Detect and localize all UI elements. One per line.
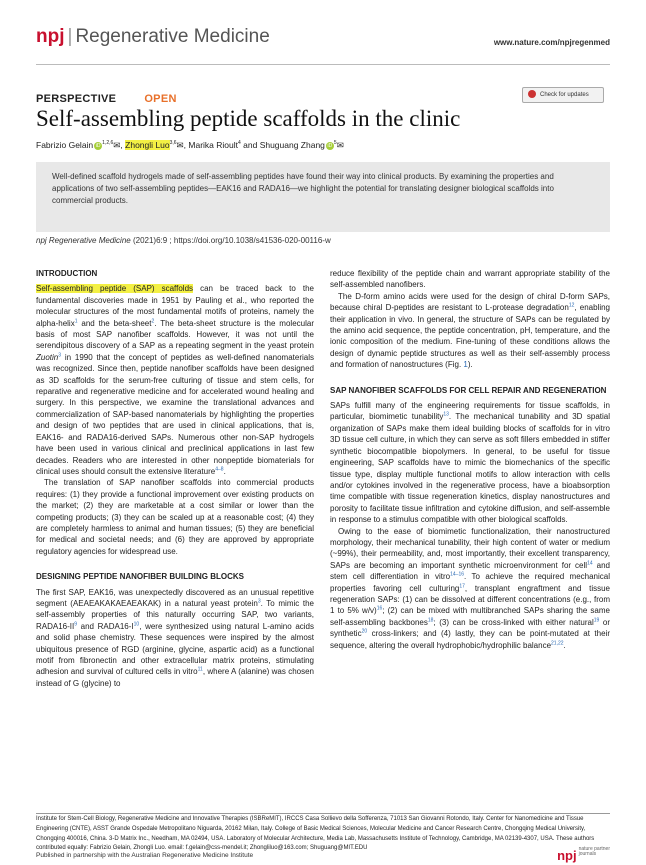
highlighted-term: Self-assembling peptide (SAP) scaffolds <box>36 284 194 294</box>
paragraph: The first SAP, EAK16, was unexpectedly discovered as an unusual repetitive segment (AEAEAKAKAEAEAKAK) in a natural yeast protein$^3$. To mimic the self-assembly properties of this naturally occurring SAP, two variants, $RADA16-II^9$ and $RADA16-I^{10}$, were synthesized using natural L-amino acids and solid phase chemistry. These sequences were inspired by the almost ubiquitous presence of RGD (arginine, glycine, aspartic acid) as a functional motif from fibronectin and other extracellular matrix proteins, stimulating adhesion and survival of cultured cells in vitro$^{11}$, where A (alanine) was chosen instead of G (glycine) to <box>36 587 314 688</box>
update-icon <box>528 90 536 98</box>
reference-link[interactable]: 17 <box>459 582 465 589</box>
paragraph: The D-form amino acids were used for the design of chiral D-form SAPs, because chiral D-peptides are resistant to L-protease degradation$^{12}$, enabling their application in vivo. In general, the structure of SAPs can be regulated by the amino acid sequence, the peptide concentration, pH, temperature, and the ionic composition of the medium. Fine-tuning of these conditions allows the design of dynamic peptide structures as well as their self-assembly process and formation of nanostructures (Fig. 1). <box>330 291 610 370</box>
orcid-icon[interactable]: iD <box>95 142 101 149</box>
reference-link[interactable]: 20 <box>361 628 368 635</box>
journal-url[interactable]: www.nature.com/npjregenmed <box>493 38 610 47</box>
reference-link[interactable]: 3 <box>257 598 261 605</box>
author-affiliation: 3,6 <box>169 140 177 147</box>
journal-name: Regenerative Medicine <box>75 26 270 47</box>
author-affiliation: 4 <box>238 140 241 147</box>
article-type: PERSPECTIVE <box>36 93 117 105</box>
reference-link[interactable]: 10 <box>133 621 140 628</box>
reference-link[interactable]: 16 <box>376 605 383 612</box>
right-column <box>330 268 610 651</box>
reference-link[interactable]: 11 <box>197 666 203 673</box>
citation-journal: npj Regenerative Medicine <box>36 236 131 245</box>
figure-link[interactable]: 1 <box>463 360 468 370</box>
section-heading: DESIGNING PEPTIDE NANOFIBER BUILDING BLOCKS <box>36 572 245 582</box>
check-for-updates-button[interactable] <box>522 87 604 103</box>
author-name[interactable]: Zhongli Luo <box>125 140 170 150</box>
reference-link[interactable]: 1 <box>74 317 78 324</box>
partnership-line: Published in partnership with the Australian Regenerative Medicine Institute <box>36 852 254 859</box>
footnote-divider <box>36 813 610 814</box>
reference-link[interactable]: 21,22 <box>551 639 564 646</box>
citation-line <box>36 236 331 245</box>
author-name[interactable]: Fabrizio Gelain <box>36 140 94 150</box>
reference-link[interactable]: 12 <box>568 302 575 309</box>
header-divider <box>36 64 610 65</box>
article-category <box>36 93 177 105</box>
paragraph: The translation of SAP nanofiber scaffolds into commercial products requires: (1) they provide a functional improvement over existing products on the market; (2) they are marketable at a cost similar or lower than the competing products; (3) they can be scaled up at a reasonable cost; (4) they are completely harmless to animal and human tissues; (5) they are beneficial for medical and societal needs; and (6) they are approved by appropriate regulatory agencies for widespread use. <box>36 478 314 556</box>
affiliations-footnote: Institute for Stem-Cell Biology, Regenerative Medicine and Innovative Therapies (ISBReMIT), IRCCS Casa Sollievo della Sofferenza, 71013 San Giovanni Rotondo, Italy. Center for Nanomedicine and Tissue Engineering (CNTE), ASST Grande Ospedale Metropolitano Niguarda, 20162 Milan, Italy. College of Basic Medical Sciences, Molecular Medicine and Cancer Research Centre, Chongqing Medical University, Chongqing 400016, China. 3-D Matrix Inc., Needham, MA 02494, USA. Laboratory of Molecular Architecture, Media Lab, Massachusetts Institute of Technology, Cambridge, MA 02139-4307, USA. These authors contributed equally: Fabrizio Gelain, Zhongli Luo. email: f.gelain@css-mendel.it; Zhongliluo@163.com; Shuguang@MIT.EDU <box>36 816 595 852</box>
reference-link[interactable]: 9 <box>74 621 78 628</box>
partner-text: journals <box>578 851 597 857</box>
abstract-box <box>36 162 610 232</box>
reference-link[interactable]: 4–8 <box>215 466 224 473</box>
reference-link[interactable]: 13 <box>443 411 449 418</box>
reference-link[interactable]: 14–16 <box>450 571 465 578</box>
nature-partner-journals-logo[interactable] <box>557 847 610 865</box>
check-updates-label: Check for updates <box>540 92 589 98</box>
reference-link[interactable]: 2 <box>151 317 155 324</box>
author-name[interactable]: Shuguang Zhang <box>259 140 325 150</box>
left-column <box>36 268 314 689</box>
author-affiliation: 5 <box>333 140 337 147</box>
citation-doi[interactable]: (2021)6:9 ; https://doi.org/10.1038/s41536-020-00116-w <box>130 236 331 245</box>
author-affiliation: 1,2,6 <box>102 140 114 147</box>
paragraph: reduce flexibility of the peptide chain and warrant appropriate stability of the self-assembled nanofibers. <box>330 269 610 290</box>
section-heading: SAP NANOFIBER SCAFFOLDS FOR CELL REPAIR AND REGENERATION <box>330 385 607 395</box>
reference-link[interactable]: 3 <box>58 352 62 359</box>
journal-logo[interactable]: npj | Regenerative Medicine <box>36 26 270 47</box>
reference-link[interactable]: 19 <box>593 617 600 624</box>
npj-brand: npj <box>36 26 65 47</box>
paragraph: SAPs fulfill many of the engineering requirements for tissue scaffolds, in particular, biomimetic tunability$^{13}$. The mechanical tunability and 3D spatial organization of SAPs make them ideal building blocks of scaffolds for in vitro 3D tissue cell culture, in which they can serve as soft fillers embedded in stiffer synthetic biocompatible biopolymers. In general, to be useful for tissue engineering, SAP scaffolds have to mimic the biomechanics of the specific tissue type, display multiple functional motifs to allow interaction with cells and/or cytokines involved in the regenerative process, have a bioabsorption time compatible with tissue regeneration kinetics, display nanostructures and porosity to facilitate tissue infiltration and cytokine diffusion, and self-assemble in response to a stimulus compatible with other biological scaffolds. <box>330 401 610 525</box>
npj-brand: npj <box>557 848 577 863</box>
orcid-icon[interactable]: iD <box>327 142 333 149</box>
section-heading: INTRODUCTION <box>36 269 98 278</box>
open-access-badge: OPEN <box>144 93 177 105</box>
author-list: Fabrizio Gelain iD $^{1,2,6}$✉, Zhongli Luo$^{3,6}$✉, Marika Rioult$^4$ and Shuguang Zhang iD $^5$✉ <box>36 140 344 150</box>
author-name[interactable]: Marika Rioult <box>188 140 238 150</box>
reference-link[interactable]: 18 <box>427 617 434 624</box>
paragraph: Owing to the ease of biomimetic functionalization, their nanostructured morphology, their mechanical tunability, their high content of water or medium (~99%), their permeability, and, most importantly, their excellent transparency, SAPs are becoming an important synthetic microenvironment for cell$^{14}$ and stem cell differentiation in vitro$^{14-16}$. To achieve the required mechanical properties favoring cell culturing$^{17}$, transplant engraftment and tissue regeneration SAPs: (1) can be dissolved at different concentrations (e.g., from 1 to 5% w/v)$^{16}$; (2) can be mixed with multibranched SAPs sharing the same self-assembling backbones$^{18}$; (3) can be cross-linked with either natural$^{19}$ or synthetic$^{20}$ cross-linkers; and (4) lastly, they can be point-mutated at their sequence, altering the overall hydrophobic/hydrophilic balance$^{21,22}$. <box>330 526 611 650</box>
abstract-text: Well-defined scaffold hydrogels made of self-assembling peptides have found their way into clinical products. By examining the properties and applications of two self-assembling peptides—EAK16 and RADA16—we highlight the potential for translating designer biological scaffolds into commercial products. <box>52 172 554 205</box>
paragraph: Self-assembling peptide (SAP) scaffolds can be traced back to the fundamental discoveries made in 1951 by Pauling et al., who reported the molecular structures of the most fundamental motifs of proteins, namely the alpha-helix$^1$ and the beta-sheet$^2$. The beta-sheet structure is the molecular basis of most SAP nanofiber scaffolds. However, it was not until the serendipitous discovery of a SAP as a repeating segment in the yeast protein Zuotin$^3$ in 1990 that the concept of peptides as well-defined nanomaterials was recognized. Since then, peptide nanofiber scaffolds have been designed as 3D scaffolds for the serum-free culturing of tissue and stem cells, for reparative and regenerative medicine and for accelerated wound healing and surgery. In this perspective, we examine the translational advances and commercialization of SAP-based nanomaterials by highlighting the properties and design of two peptides that are used in clinical applications, that is, EAK16- and RADA16-derived SAPs. Numerous other non-SAP hydrogels have been used in various clinical and preclinical applications in last few decades. Readers who are interested in other nonpeptide biomaterials for clinical uses should consult the extensive literature$^{4-8}$. <box>36 284 315 476</box>
article-title: Self-assembling peptide scaffolds in the clinic <box>36 106 461 131</box>
partner-text: nature partner <box>578 846 610 852</box>
reference-link[interactable]: 14 <box>587 560 593 567</box>
